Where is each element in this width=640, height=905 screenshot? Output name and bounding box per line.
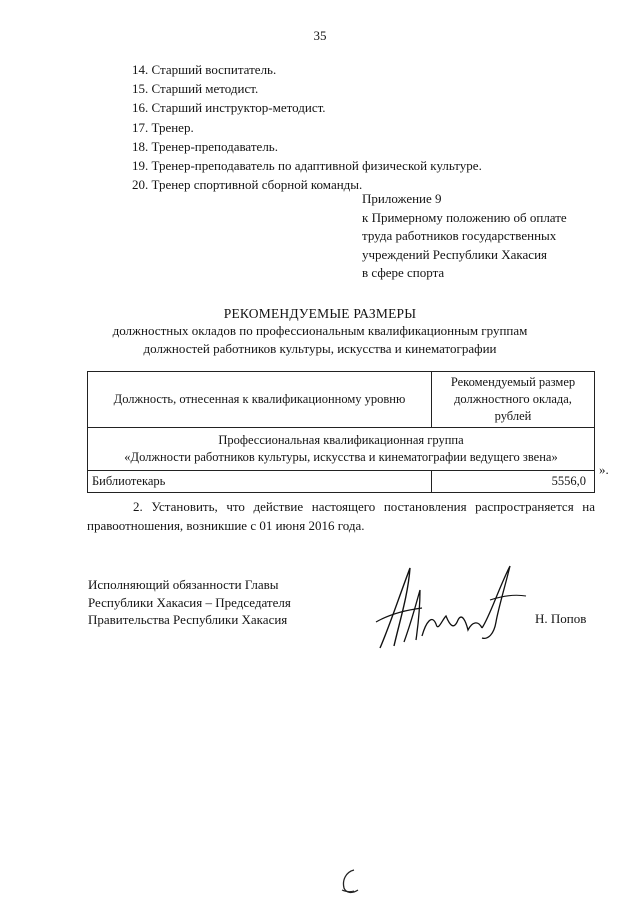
paragraph <box>87 498 595 535</box>
signatory-line1: Исполняющий обязанности Главы <box>88 577 279 592</box>
document-subtitle-line1: должностных окладов по профессиональным квалификационным группам <box>112 323 528 338</box>
paraph-mark-icon <box>336 866 366 896</box>
closing-quote-mark: ». <box>599 462 609 477</box>
appendix-line: труда работников государственных <box>362 228 557 243</box>
list-item: 17. Тренер. <box>132 119 194 135</box>
list-item: 14. Старший воспитатель. <box>132 62 277 77</box>
paragraph-text: 2. Установить, что действие настоящего постановления распространяется на правоотношения, возникшие с 01 июня 2016 года. <box>87 499 595 533</box>
signatory-line2: Республики Хакасия – Председателя <box>88 594 291 610</box>
document-title: РЕКОМЕНДУЕМЫЕ РАЗМЕРЫ <box>223 306 417 321</box>
list-item: 16. Старший инструктор-методист. <box>132 100 326 116</box>
appendix-reference <box>362 190 567 283</box>
row-position: Библиотекарь <box>88 471 432 493</box>
table-row <box>88 471 595 493</box>
header-salary <box>432 372 595 428</box>
signatory-line3: Правительства Республики Хакасия <box>88 612 288 627</box>
group-cell <box>88 428 595 471</box>
salary-table <box>87 371 595 493</box>
list-item: 19. Тренер-преподаватель по адаптивной физической культуре. <box>132 157 482 173</box>
appendix-line: Приложение 9 <box>362 191 442 206</box>
appendix-line: в сфере спорта <box>362 265 445 280</box>
page-number: 35 <box>313 28 327 43</box>
group-line1: Профессиональная квалификационная группа <box>218 433 464 447</box>
appendix-line: учреждений Республики Хакасия <box>362 246 548 262</box>
position-list <box>132 60 482 194</box>
group-line2: «Должности работников культуры, искусства и кинематографии ведущего звена» <box>124 450 558 464</box>
table-group-row <box>88 428 595 471</box>
signatory-block <box>88 576 291 629</box>
row-salary: 5556,0 <box>432 471 595 493</box>
header-position: Должность, отнесенная к квалификационному уровню <box>88 372 432 428</box>
appendix-line: к Примерному положению об оплате <box>362 209 567 225</box>
list-item: 18. Тренер-преподаватель. <box>132 138 278 154</box>
list-item: 20. Тренер спортивной сборной команды. <box>132 177 363 193</box>
handwritten-signature <box>370 560 530 655</box>
header-salary-line1: Рекомендуемый размер <box>450 375 576 389</box>
signatory-name: Н. Попов <box>535 611 587 626</box>
list-item: 15. Старший методист. <box>132 81 259 97</box>
header-salary-line2: должностного оклада, рублей <box>454 392 572 423</box>
table-header-row <box>88 372 595 428</box>
document-subtitle-line2: должностей работников культуры, искусства и кинематографии <box>143 341 497 356</box>
